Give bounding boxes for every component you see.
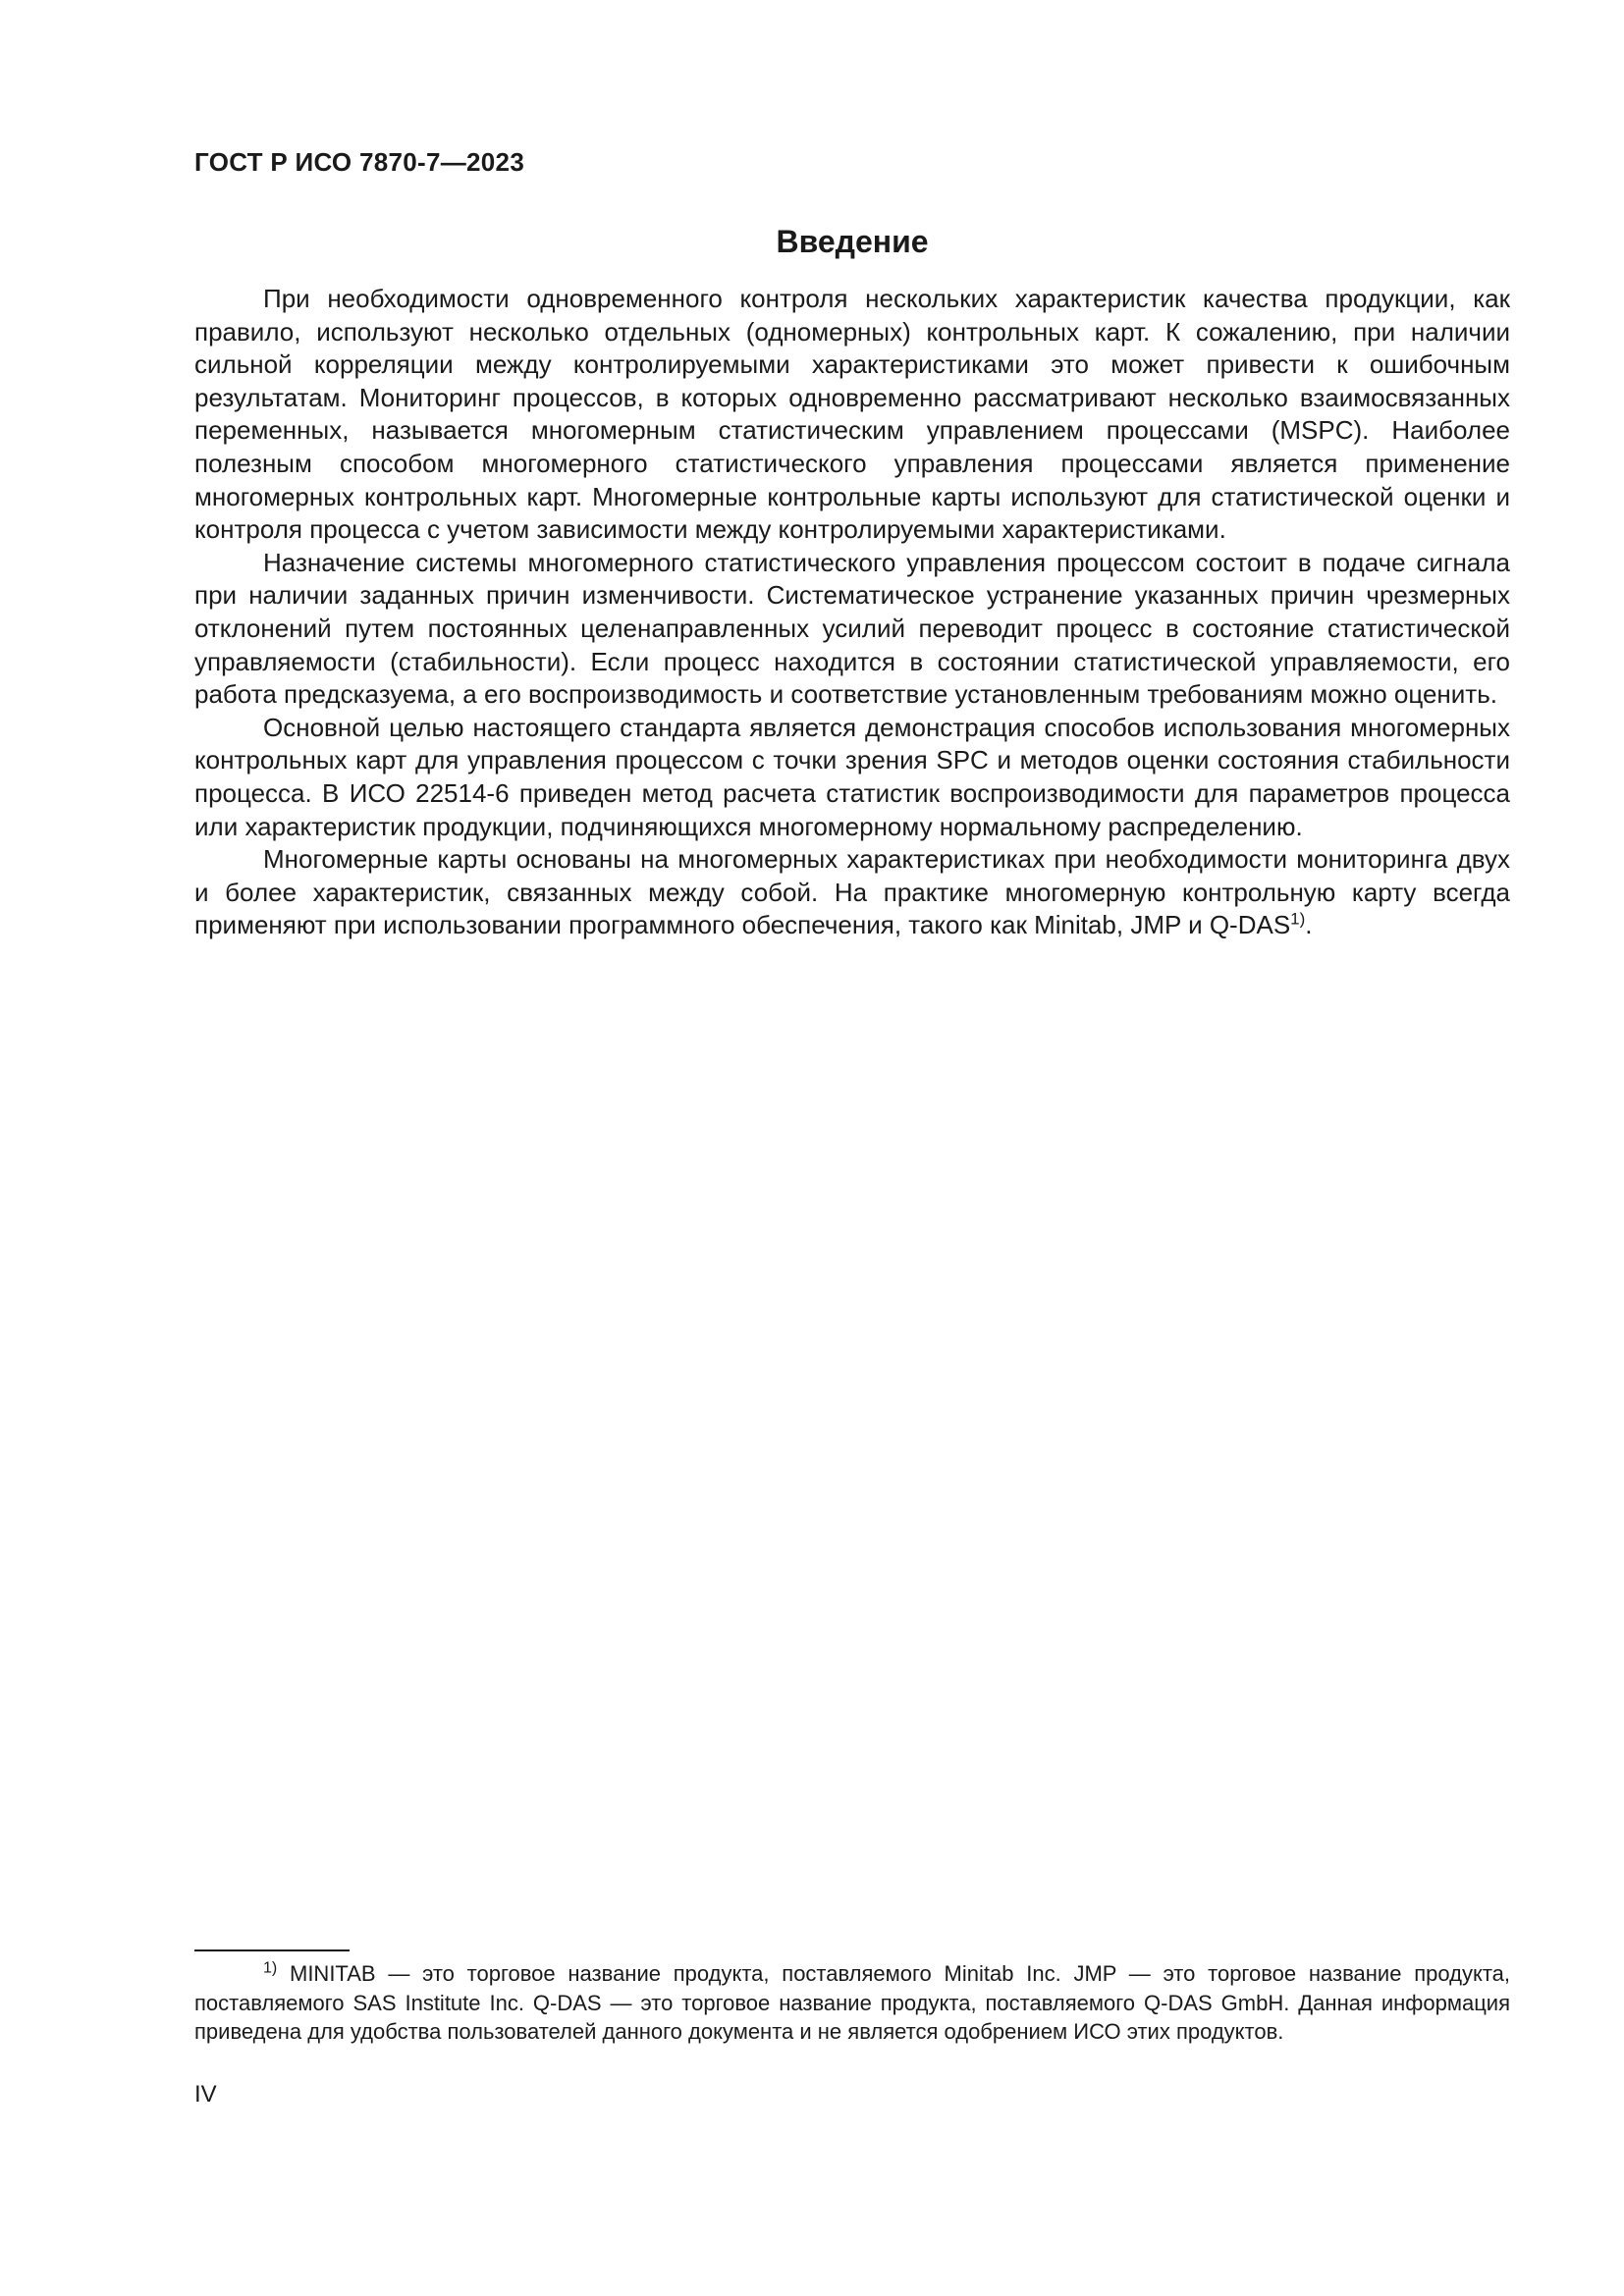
footnote: [194, 1959, 1510, 2047]
footnote-marker: 1): [263, 1959, 278, 1977]
section-title: Введение: [776, 224, 929, 259]
paragraph-4: [194, 843, 1510, 942]
footnote-reference[interactable]: 1): [1290, 909, 1306, 929]
document-header-id: ГОСТ Р ИСО 7870-7—2023: [194, 147, 525, 177]
paragraph-3: Основной целью настоящего стандарта является демонстрация способов использования многомерных контрольных карт для управления процессом с точки зрения SPC и методов оценки состояния стабильности процесса. В ИСО 22514-6 приведен метод расчета статистик воспроизводимости для параметров процесса или характеристик продукции, подчиняющихся многомерному нормальному распределению.: [194, 712, 1510, 841]
paragraph-4-text: Многомерные карты основаны на многомерных характеристиках при необходимости мониторинга двух и более характеристик, связанных между собой. На практике многомерную контрольную карту всегда применяют при использовании программного обеспечения, такого как Minitab, JMP и Q-DAS: [194, 844, 1510, 940]
paragraph-1: При необходимости одновременного контроля нескольких характеристик качества продукции, как правило, используют несколько отдельных (одномерных) контрольных карт. К сожалению, при наличии сильной корреляции между контролируемыми характеристиками это может привести к ошибочным результатам. Мониторинг процессов, в которых одновременно рассматривают несколько взаимосвязанных переменных, называется многомерным статистическим управлением процессами (MSPC). Наиболее полезным способом многомерного статистического управления процессами является применение многомерных контрольных карт. Многомерные контрольные карты используют для статистической оценки и контроля процесса с учетом зависимости между контролируемыми характеристиками.: [194, 284, 1510, 545]
paragraph-4-end: .: [1305, 910, 1313, 940]
footnote-text: MINITAB — это торговое название продукта, поставляемого Minitab Inc. JMP — это торговое название продукта, поставляемого SAS Institute Inc. Q-DAS — это торговое название продукта, поставляемого Q-DAS GmbH. Данная информация приведена для удобства пользователей данного документа и не является одобрением ИСО этих продуктов.: [194, 1961, 1510, 2044]
footnote-separator: [194, 1949, 350, 1951]
page-number: IV: [194, 2081, 217, 2108]
paragraph-2: Назначение системы многомерного статистического управления процессом состоит в подаче сигнала при наличии заданных причин изменчивости. Систематическое устранение указанных причин чрезмерных отклонений путем постоянных целенаправленных усилий переводит процесс в состояние статистической управляемости (стабильности). Если процесс находится в состоянии статистической управляемости, его работа предсказуема, а его воспроизводимость и соответствие установленным требованиям можно оценить.: [194, 547, 1510, 710]
introduction-body: [194, 283, 1510, 942]
